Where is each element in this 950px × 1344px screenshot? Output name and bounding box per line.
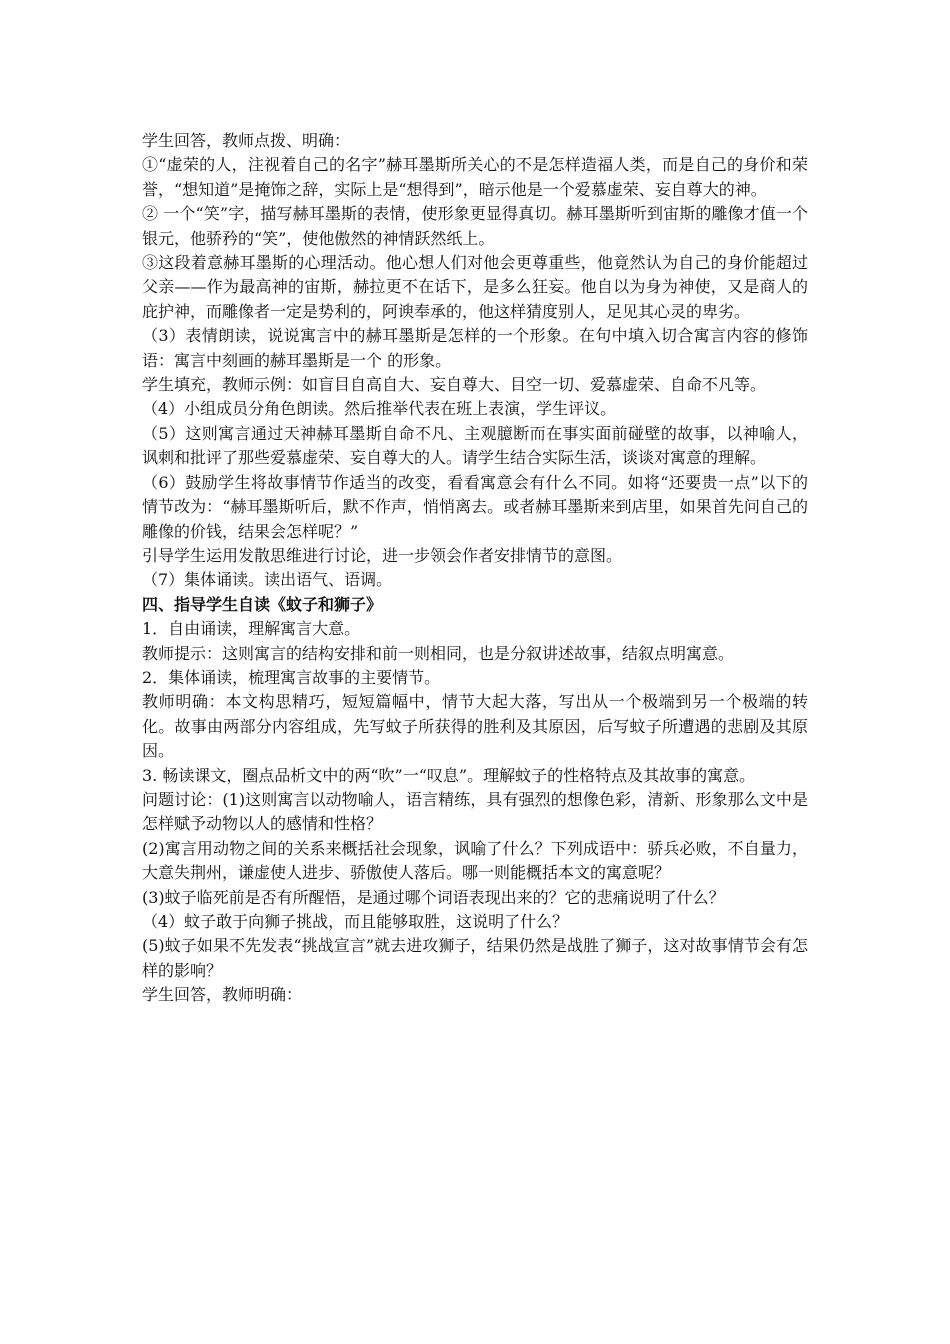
body-paragraph: (2)寓言用动物之间的关系来概括社会现象，讽喻了什么？下列成语中：骄兵必败，不自量力，大意失荆州，谦虚使人进步、骄傲使人落后。哪一则能概括本文的寓意呢？ — [142, 838, 808, 883]
body-paragraph: 引导学生运用发散思维进行讨论，进一步领会作者安排情节的意图。 — [142, 545, 623, 565]
body-paragraph: (5)蚊子如果不先发表“挑战宣言”就去进攻狮子，结果仍然是战胜了狮子，这对故事情节会有怎样的影响？ — [142, 936, 808, 980]
body-paragraph: 学生回答，教师点拨、明确： — [142, 131, 351, 150]
body-paragraph: 2．集体诵读，梳理寓言故事的主要情节。 — [142, 667, 441, 687]
body-paragraph: （3）表情朗读，说说寓言中的赫耳墨斯是怎样的一个形象。在句中填入切合寓言内容的修饰语：寓言中刻画的赫耳墨斯是一个 的形象。 — [142, 326, 808, 370]
body-paragraph: （7）集体诵读。读出语气、语调。 — [142, 570, 393, 590]
body-paragraph: （4）蚊子敢于向狮子挑战，而且能够取胜，这说明了什么？ — [142, 912, 569, 931]
body-paragraph: ② 一个“笑”字，描写赫耳墨斯的表情，使形象更显得真切。赫耳墨斯听到宙斯的雕像才值一个银元，他骄矜的“笑”，使他傲然的神情跃然纸上。 — [142, 204, 808, 248]
body-paragraph: 学生回答，教师明确： — [142, 985, 303, 1005]
body-paragraph: 1．自由诵读，理解寓言大意。 — [142, 619, 361, 639]
body-paragraph: 教师明确：本文构思精巧，短短篇幅中，情节大起大落，写出从一个极端到另一个极端的转化。故事由两部分内容组成，先写蚊子所获得的胜利及其原因，后写蚊子所遭遇的悲剧及其原因。 — [142, 692, 808, 761]
body-paragraph: ①“虚荣的人，注视着自己的名字”赫耳墨斯所关心的不是怎样造福人类，而是自己的身价和荣誉，“想知道”是掩饰之辞，实际上是“想得到”，暗示他是一个爱慕虚荣、妄自尊大的神。 — [142, 155, 808, 199]
body-paragraph: 学生填充，教师示例：如盲目自高自大、妄自尊大、目空一切、爱慕虚荣、自命不凡等。 — [142, 375, 767, 395]
body-paragraph: （6）鼓励学生将故事情节作适当的改变，看看寓意会有什么不同。如将“还要贵一点”以下的情节改为：“赫耳墨斯听后，默不作声，悄悄离去。或者赫耳墨斯来到店里，如果首先问自己的雕像的价钱，结果会怎样呢？” — [142, 472, 808, 541]
body-paragraph: 教师提示：这则寓言的结构安排和前一则相同，也是分叙讲述故事，结叙点明寓意。 — [142, 643, 735, 663]
body-paragraph: （5）这则寓言通过天神赫耳墨斯自命不凡、主观臆断而在事实面前碰壁的故事，以神喻人，讽刺和批评了那些爱慕虚荣、妄自尊大的人。请学生结合实际生活，谈谈对寓意的理解。 — [142, 423, 808, 468]
body-paragraph: （4）小组成员分角色朗读。然后推举代表在班上表演，学生评议。 — [142, 399, 617, 419]
section-heading: 四、指导学生自读《蚊子和狮子》 — [142, 594, 383, 614]
body-paragraph: ③这段着意赫耳墨斯的心理活动。他心想人们对他会更尊重些，他竟然认为自己的身价能超过父亲——作为最高神的宙斯，赫拉更不在话下，是多么狂妄。他自以为身为神使，又是商人的庇护神，而雕像者一定是势利的，阿谀奉承的，他这样猜度别人，足见其心灵的卑劣。 — [142, 253, 808, 321]
body-paragraph: 问题讨论：(1)这则寓言以动物喻人，语言精练，具有强烈的想像色彩，清新、形象那么文中是怎样赋予动物以人的感情和性格？ — [142, 789, 808, 834]
document-body — [142, 129, 808, 1008]
body-paragraph: (3)蚊子临死前是否有所醒悟，是通过哪个词语表现出来的？它的悲痛说明了什么？ — [142, 887, 725, 907]
body-paragraph: 3. 畅读课文，圈点品析文中的两“吹”一“叹息”。理解蚊子的性格特点及其故事的寓意。 — [142, 765, 756, 785]
